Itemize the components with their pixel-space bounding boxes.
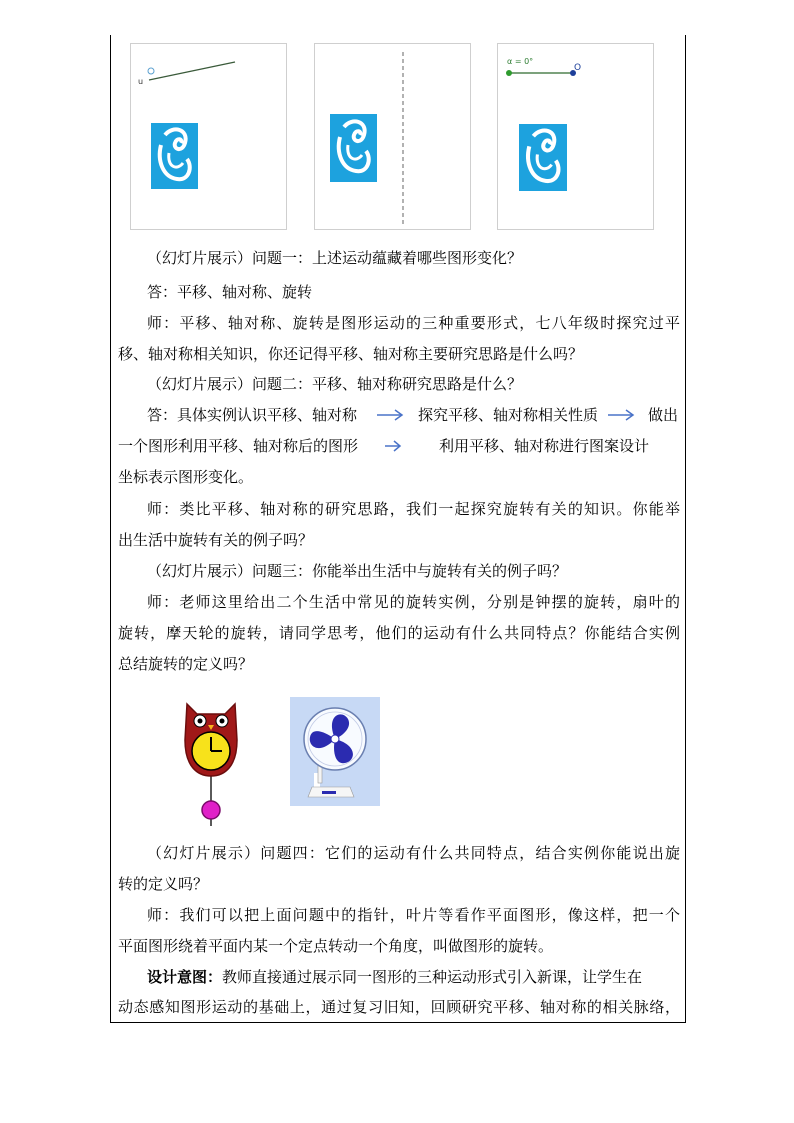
swan-logo-icon [330, 114, 377, 182]
teacher-line: 旋转，摩天轮的旋转，请同学思考，他们的运动有什么共同特点？你能结合实例 [118, 624, 680, 642]
swan-logo-icon [519, 124, 567, 191]
teacher-line: 师：平移、轴对称、旋转是图形运动的三种重要形式，七八年级时探究过平 [147, 314, 680, 332]
design-intent-text: 教师直接通过展示同一图形的三种运动形式引入新课，让学生在 [222, 968, 643, 986]
answer-two-part: 做出 [648, 406, 679, 424]
arrow-right-icon [608, 408, 638, 422]
translation-panel [130, 43, 287, 230]
question-three: （幻灯片展示）问题三：你能举出生活中与旋转有关的例子吗？ [147, 562, 568, 580]
arrow-right-icon [377, 408, 407, 422]
design-intent-label: 设计意图： [147, 968, 223, 986]
teacher-line: 总结旋转的定义吗？ [118, 655, 254, 673]
owl-pendulum-clock-image [181, 700, 245, 830]
angle-label: u [138, 77, 144, 86]
teacher-line: 师：我们可以把上面问题中的指针，叶片等看作平面图形，像这样，把一个 [147, 906, 680, 924]
question-four: （幻灯片展示）问题四：它们的运动有什么共同特点，结合实例你能说出旋 [147, 844, 680, 862]
teacher-line: 出生活中旋转有关的例子吗？ [118, 531, 314, 549]
question-two: （幻灯片展示）问题二：平移、轴对称研究思路是什么？ [147, 375, 523, 393]
rotation-angle-label: α = 0° [507, 57, 534, 66]
teacher-line: 移、轴对称相关知识，你还记得平移、轴对称主要研究思路是什么吗？ [118, 345, 584, 363]
design-intent-line [147, 967, 680, 987]
arrow-right-icon [385, 439, 405, 453]
logo-image [151, 123, 198, 189]
teacher-line: 平面图形绕着平面内某一个定点转动一个角度，叫做图形的旋转。 [118, 937, 554, 955]
logo-image [519, 124, 567, 191]
logo-image [330, 114, 377, 182]
electric-fan-image [290, 697, 380, 806]
answer-two-part: 一个图形利用平移、轴对称后的图形 [118, 437, 359, 455]
reflection-panel [314, 43, 471, 230]
swan-logo-icon [151, 123, 198, 189]
teacher-line: 师：老师这里给出二个生活中常见的旋转实例，分别是钟摆的旋转，扇叶的 [147, 593, 680, 611]
answer-two-part: 利用平移、轴对称进行图案设计 [439, 437, 650, 455]
answer-two-part: 探究平移、轴对称相关性质 [418, 406, 599, 424]
fan-icon [290, 697, 380, 806]
answer-two-part: 答：具体实例认识平移、轴对称 [147, 406, 358, 424]
center-point-label: O [574, 63, 582, 73]
answer-two-part: 坐标表示图形变化。 [118, 468, 254, 486]
rotation-panel [497, 43, 654, 230]
answer-one: 答：平移、轴对称、旋转 [147, 283, 313, 301]
design-intent-line: 动态感知图形运动的基础上，通过复习旧知，回顾研究平移、轴对称的相关脉络， [118, 998, 680, 1016]
teacher-line: 师：类比平移、轴对称的研究思路，我们一起探究旋转有关的知识。你能举 [147, 500, 680, 518]
question-one: （幻灯片展示）问题一：上述运动蕴藏着哪些图形变化？ [147, 249, 523, 267]
question-four: 转的定义吗？ [118, 875, 209, 893]
